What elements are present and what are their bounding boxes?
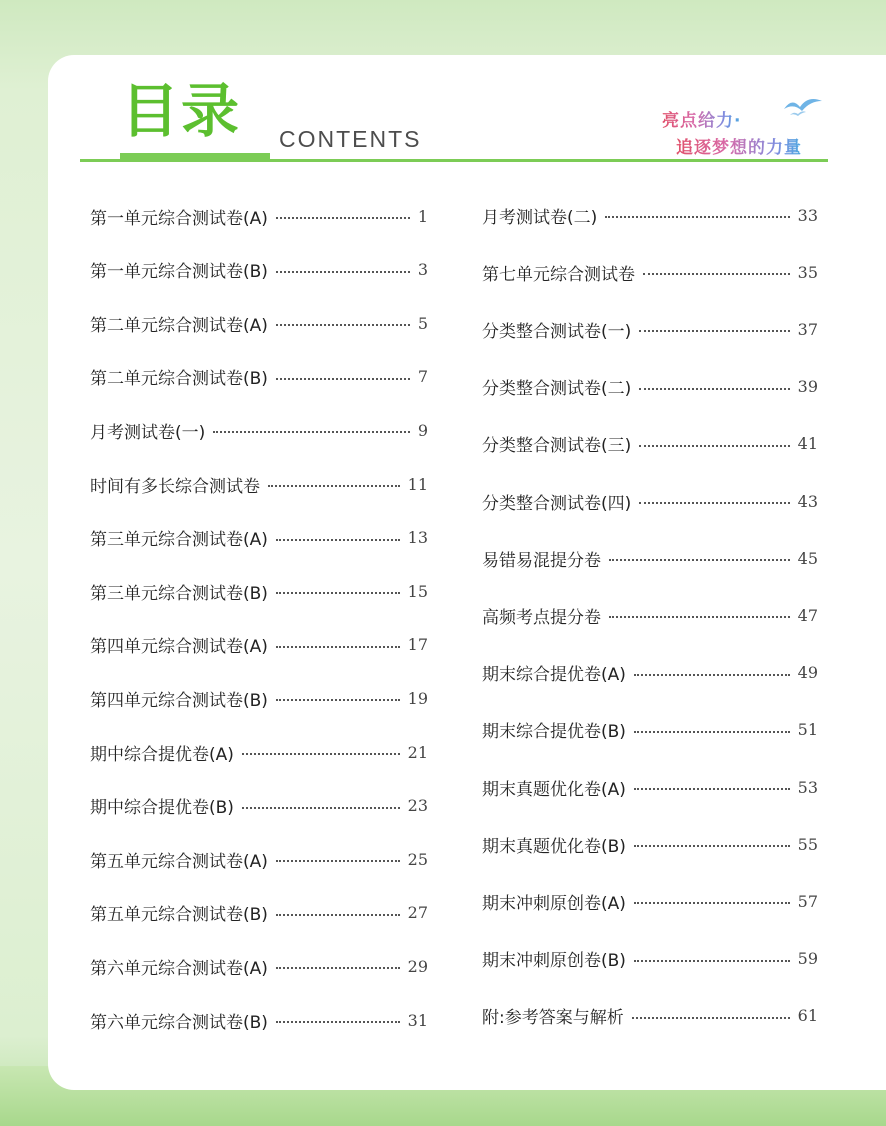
toc-entry-title: 期中综合提优卷(A) — [90, 744, 234, 765]
toc-entry-page: 53 — [797, 777, 818, 797]
toc-entry-title: 第七单元综合测试卷 — [482, 264, 635, 285]
toc-entry-page: 23 — [407, 796, 428, 816]
dot-leader — [242, 753, 400, 755]
toc-entry-title: 时间有多长综合测试卷 — [90, 476, 260, 497]
toc-entry[interactable] — [90, 1008, 428, 1032]
toc-entry-title: 分类整合测试卷(三) — [482, 436, 632, 457]
dot-leader — [634, 731, 790, 733]
dot-leader — [634, 788, 790, 790]
dot-leader — [634, 674, 790, 676]
toc-entry[interactable] — [90, 365, 428, 389]
toc-entry-page: 41 — [797, 434, 818, 454]
dot-leader — [276, 646, 400, 648]
toc-entry[interactable] — [90, 794, 428, 818]
toc-entry[interactable] — [90, 204, 428, 228]
toc-entry-page: 51 — [797, 720, 818, 740]
toc-entry-title: 第五单元综合测试卷(A) — [90, 851, 268, 872]
toc-entry[interactable] — [90, 472, 428, 496]
toc-entry-title: 第四单元综合测试卷(A) — [90, 637, 268, 658]
dot-leader — [276, 1021, 400, 1023]
toc-entry-page: 27 — [407, 903, 428, 923]
toc-entry-page: 13 — [407, 528, 428, 548]
toc-entry-page: 37 — [797, 319, 818, 339]
dot-leader — [639, 330, 789, 332]
toc-entry-page: 57 — [797, 891, 818, 911]
toc-entry[interactable] — [482, 546, 818, 570]
toc-entry-page: 1 — [417, 206, 428, 226]
dot-leader — [276, 271, 410, 273]
toc-entry[interactable] — [482, 947, 818, 971]
toc-entry[interactable] — [482, 260, 818, 284]
toc-entry[interactable] — [90, 954, 428, 978]
toc-entry[interactable] — [482, 203, 818, 227]
dot-leader — [639, 445, 789, 447]
dot-leader — [268, 485, 400, 487]
toc-entry-title: 第一单元综合测试卷(A) — [90, 208, 268, 229]
toc-entry-page: 15 — [407, 581, 428, 601]
toc-entry-page: 21 — [407, 742, 428, 762]
seagull-icon — [782, 93, 824, 119]
dot-leader — [276, 217, 410, 219]
toc-entry[interactable] — [482, 832, 818, 856]
toc-entry[interactable] — [482, 889, 818, 913]
toc-entry-page: 39 — [797, 377, 818, 397]
toc-entry[interactable] — [482, 661, 818, 685]
toc-entry-page: 33 — [797, 205, 818, 225]
toc-entry[interactable] — [90, 258, 428, 282]
dot-leader — [242, 807, 400, 809]
toc-entry-page: 7 — [417, 367, 428, 387]
slogan-line-1: 亮点给力· — [662, 106, 741, 131]
toc-entry-title: 第六单元综合测试卷(B) — [90, 1012, 268, 1033]
toc-entry[interactable] — [90, 526, 428, 550]
toc-entry[interactable] — [90, 847, 428, 871]
toc-entry-title: 第二单元综合测试卷(A) — [90, 315, 268, 336]
toc-entry-title: 分类整合测试卷(四) — [482, 493, 632, 514]
toc-entry-title: 第三单元综合测试卷(A) — [90, 530, 268, 551]
toc-entry-page: 29 — [407, 956, 428, 976]
dot-leader — [634, 960, 790, 962]
toc-entry-title: 期末综合提优卷(A) — [482, 665, 626, 686]
toc-entry-page: 5 — [417, 313, 428, 333]
toc-entry[interactable] — [90, 579, 428, 603]
toc-entry[interactable] — [482, 775, 818, 799]
toc-entry-title: 月考测试卷(一) — [90, 422, 206, 443]
toc-entry-title: 第二单元综合测试卷(B) — [90, 369, 268, 390]
toc-entry-title: 期末冲刺原创卷(B) — [482, 951, 626, 972]
toc-entry-title: 分类整合测试卷(一) — [482, 321, 632, 342]
toc-entry-page: 55 — [797, 834, 818, 854]
toc-entry-page: 19 — [407, 688, 428, 708]
toc-entry-page: 61 — [797, 1006, 818, 1026]
dot-leader — [634, 845, 790, 847]
toc-entry-title: 月考测试卷(二) — [482, 207, 598, 228]
toc-entry[interactable] — [90, 901, 428, 925]
slogan-line-2: 追逐梦想的力量 — [676, 133, 802, 158]
toc-entry[interactable] — [90, 633, 428, 657]
toc-entry-title: 易错易混提分卷 — [482, 550, 601, 571]
toc-entry[interactable] — [482, 1004, 818, 1028]
toc-entry-page: 31 — [407, 1010, 428, 1030]
toc-entry[interactable] — [90, 311, 428, 335]
page-title-english: CONTENTS — [279, 126, 422, 152]
toc-entry-page: 47 — [797, 605, 818, 625]
dot-leader — [643, 273, 790, 275]
toc-entry-title: 期末冲刺原创卷(A) — [482, 893, 626, 914]
dot-leader — [276, 914, 400, 916]
toc-entry-title: 附:参考答案与解析 — [482, 1008, 624, 1029]
dot-leader — [276, 378, 410, 380]
dot-leader — [276, 324, 410, 326]
dot-leader — [609, 559, 790, 561]
toc-entry-page: 35 — [797, 262, 818, 282]
toc-entry-page: 3 — [417, 260, 428, 280]
toc-entry-title: 第五单元综合测试卷(B) — [90, 905, 268, 926]
dot-leader — [609, 616, 790, 618]
toc-entry-page: 45 — [797, 548, 818, 568]
toc-entry-page: 17 — [407, 635, 428, 655]
toc-entry[interactable] — [482, 489, 818, 513]
toc-entry-title: 高频考点提分卷 — [482, 607, 601, 628]
dot-leader — [213, 431, 410, 433]
toc-entry[interactable] — [90, 686, 428, 710]
toc-entry-page: 43 — [797, 491, 818, 511]
toc-entry-page: 11 — [407, 474, 428, 494]
toc-entry-title: 第一单元综合测试卷(B) — [90, 262, 268, 283]
dot-leader — [605, 216, 789, 218]
toc-entry[interactable] — [482, 432, 818, 456]
toc-entry[interactable] — [90, 418, 428, 442]
toc-entry-page: 49 — [797, 663, 818, 683]
toc-entry-title: 期中综合提优卷(B) — [90, 798, 234, 819]
dot-leader — [276, 860, 400, 862]
toc-entry-title: 期末真题优化卷(A) — [482, 779, 626, 800]
page-title: 目录 — [121, 77, 242, 145]
toc-entry-title: 第六单元综合测试卷(A) — [90, 958, 268, 979]
toc-entry[interactable] — [482, 603, 818, 627]
toc-entry-page: 59 — [797, 949, 818, 969]
toc-entry-title: 第四单元综合测试卷(B) — [90, 690, 268, 711]
dot-leader — [632, 1017, 790, 1019]
toc-entry-title: 期末综合提优卷(B) — [482, 722, 626, 743]
dot-leader — [276, 699, 400, 701]
toc-entry-title: 分类整合测试卷(二) — [482, 379, 632, 400]
toc-entry[interactable] — [482, 718, 818, 742]
dot-leader — [276, 539, 400, 541]
toc-entry-title: 期末真题优化卷(B) — [482, 836, 626, 857]
toc-entry-title: 第三单元综合测试卷(B) — [90, 583, 268, 604]
toc-entry[interactable] — [90, 740, 428, 764]
toc-entry-page: 25 — [407, 849, 428, 869]
dot-leader — [276, 967, 400, 969]
title-underline — [80, 159, 828, 162]
dot-leader — [634, 902, 790, 904]
toc-entry[interactable] — [482, 375, 818, 399]
dot-leader — [276, 592, 400, 594]
toc-entry-page: 9 — [417, 420, 428, 440]
dot-leader — [639, 388, 789, 390]
toc-entry[interactable] — [482, 317, 818, 341]
dot-leader — [639, 502, 789, 504]
